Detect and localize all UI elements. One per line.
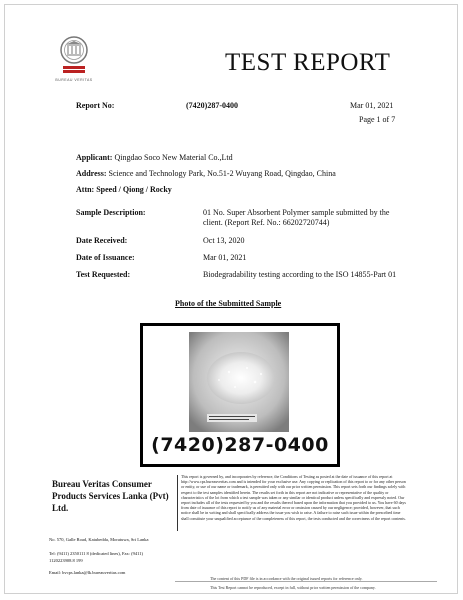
disclaimer-line: This report is governed by, and incorporates by reference, the Conditions of Testing as posted at the date of issuance of this report at (181, 474, 393, 479)
disclaimer-line: characteristics of the lot from which a test sample was taken or any similar or identical product unless specifically and expressly noted. Our (181, 494, 405, 500)
disclaimer-line: or entity, or use of our name or trademark, is permitted only with our prior written permission. This report sets forth our findings solely with (181, 484, 406, 490)
test-requested-value: Biodegradability testing according to the ISO 14855-Part 01 (203, 270, 397, 279)
report-no-label: Report No: (76, 101, 115, 110)
sample-description-value-2: client. (Report Ref. No.: 66202720744) (203, 218, 330, 227)
footer-divider (177, 475, 178, 531)
attn-value: Speed / Qiong / Rocky (96, 185, 172, 194)
date-issuance-label: Date of Issuance: (76, 253, 135, 262)
address-row (76, 169, 336, 178)
sample-description-value-1: 01 No. Super Absorbent Polymer sample submitted by the (203, 208, 390, 217)
company-name-line-1: Bureau Veritas Consumer (52, 479, 152, 489)
date-received-label: Date Received: (76, 236, 128, 245)
disclaimer-line: shall constitute your unqualified acceptance of the completeness of this report, the tests conducted and the correctness of the report contents. (181, 515, 406, 521)
applicant-row (76, 153, 233, 162)
disclaimer-text (181, 474, 421, 521)
bureau-veritas-logo-icon (57, 35, 91, 79)
sample-photo-frame (140, 323, 340, 467)
disclaimer-line: respect to the test samples identified herein. The results set forth in this report are not indicative or representative of the quality or (181, 489, 389, 495)
attn-label: Attn: (76, 185, 95, 194)
report-number-stamp: (7420)287-0400 (151, 434, 329, 456)
applicant-value: Qingdao Soco New Material Co.,Ltd (114, 153, 233, 162)
address-label: Address: (76, 169, 107, 178)
photo-caption: Photo of the Submitted Sample (175, 299, 282, 308)
date-issuance-value: Mar 01, 2021 (203, 253, 247, 262)
company-name (52, 478, 192, 514)
page-number: Page 1 of 7 (359, 115, 396, 124)
logo-text: BUREAU VERITAS (55, 78, 93, 82)
disclaimer-line: from date of issuance of this report to notify us of any material error or omission caused by our negligence; provided, however, that such (181, 505, 400, 511)
disclaimer-line: report includes all of the tests requested by you and the results thereof based upon the information that you provided to us. You have 60 days (181, 500, 406, 506)
company-tel-2: 1120223908.8 199 (49, 558, 83, 563)
company-name-line-3: Ltd. (52, 503, 69, 513)
sample-photo (189, 332, 289, 432)
page-title: TEST REPORT (225, 49, 391, 76)
disclaimer-line: notice shall be in writing and shall specifically address the issue you wish to raise. A failure to raise such issue within the prescribed time (181, 510, 401, 516)
address-value: Science and Technology Park, No.51-2 Wuyang Road, Qingdao, China (108, 169, 336, 178)
company-address: No. 570, Galle Road, Katubedda, Moratuwa, Sri Lanka (49, 537, 149, 542)
company-email: Email: bvcps.lanka@lk.bureauveritas.com (49, 570, 126, 575)
company-name-line-2: Products Services Lanka (Pvt) (52, 491, 169, 501)
footer-note-1: The content of this PDF file is in accordance with the original issued reports for reference only. (210, 576, 363, 581)
disclaimer-line: http://www.cps.bureauveritas.com and is intended for your exclusive use. Any copying or replication of this report to or for any other person (181, 479, 406, 485)
company-tel-1: Tel: (9411) 2350111 8 (dedicated lines), Fax: (9411) (49, 551, 143, 556)
test-requested-label: Test Requested: (76, 270, 131, 279)
footer-note-2: This Test Report cannot be reproduced, except in full, without prior written permission of the company. (210, 585, 376, 590)
attn-row (76, 185, 172, 194)
report-page (4, 4, 458, 594)
sample-description-label: Sample Description: (76, 208, 146, 217)
date-received-value: Oct 13, 2020 (203, 236, 245, 245)
report-no-value: (7420)287-0400 (186, 101, 238, 110)
applicant-label: Applicant: (76, 153, 113, 162)
report-date: Mar 01, 2021 (350, 101, 394, 110)
footer-rule (175, 581, 437, 582)
